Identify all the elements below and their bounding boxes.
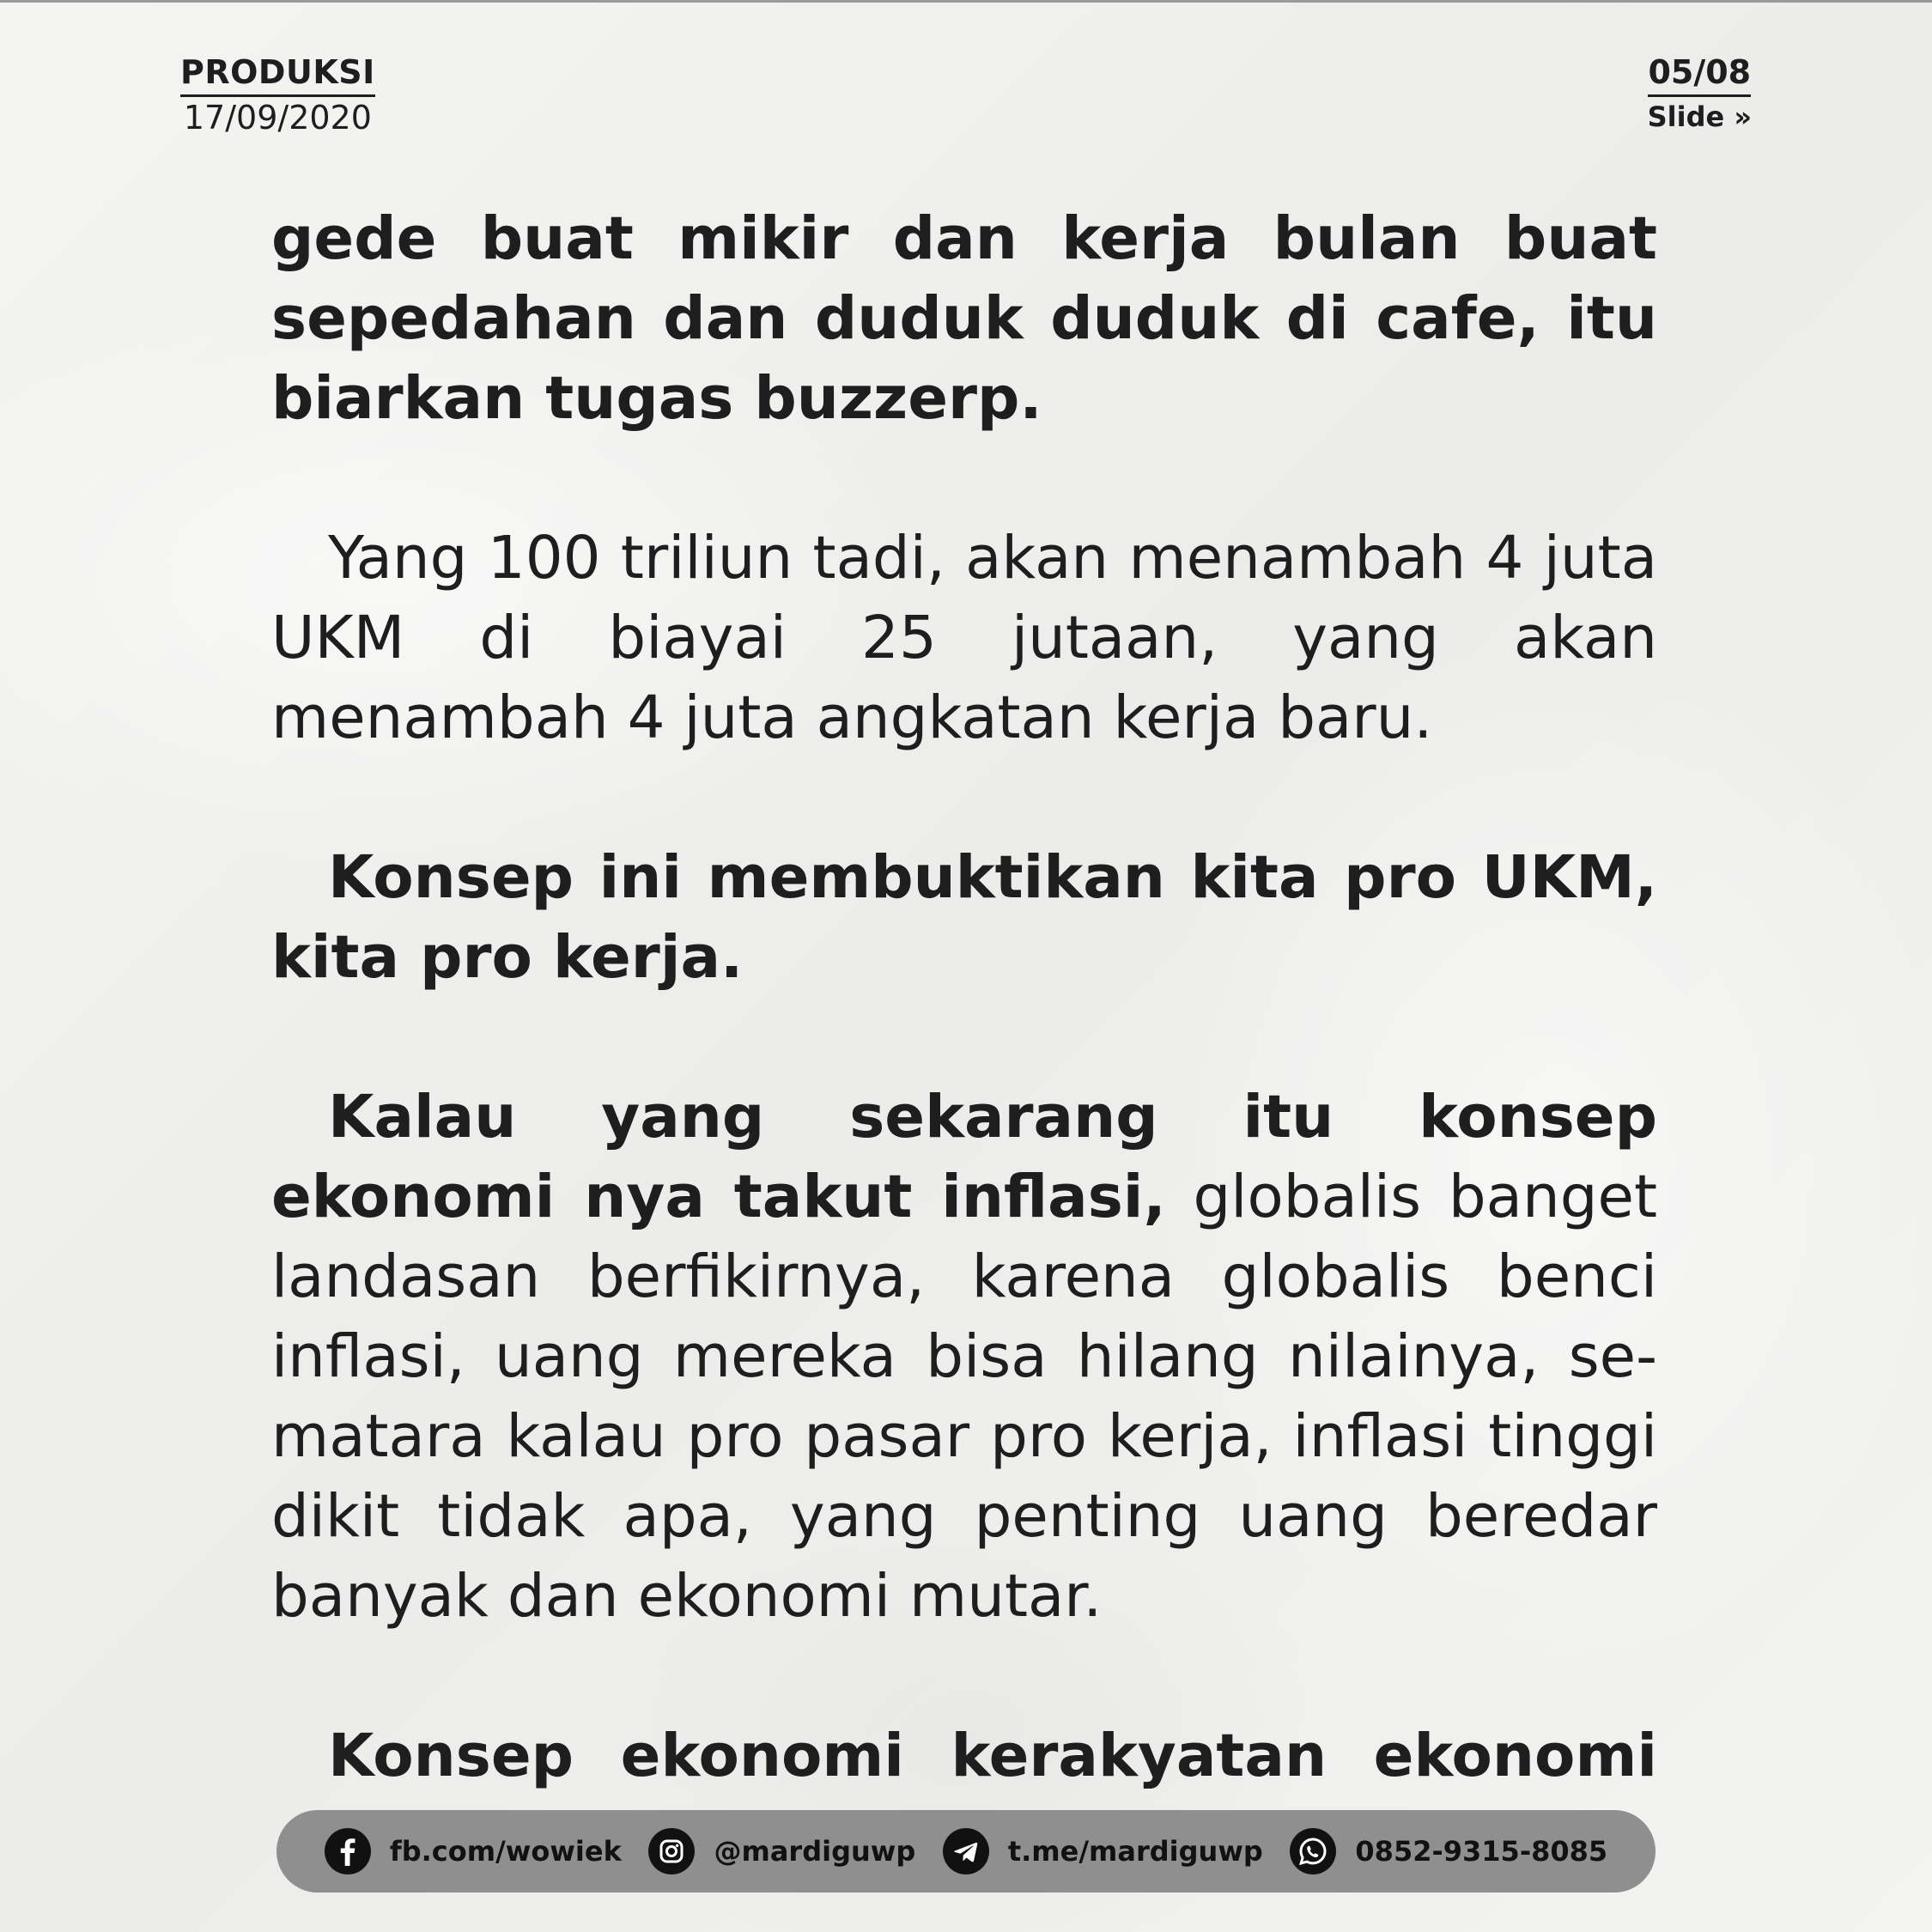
header-page-block [1648,53,1752,133]
contact-facebook[interactable] [325,1828,622,1874]
paragraph-3: Konsep ini membuktikan kita pro UKM, kita pro kerja. [271,843,1657,992]
top-border [0,0,1932,3]
contact-whatsapp[interactable] [1290,1828,1607,1874]
category-label: PRODUKSI [180,53,375,97]
contact-bar [276,1810,1656,1893]
article-body [271,199,1657,1876]
paragraph-1: gede buat mikir dan kerja bulan buat sepedahan dan duduk duduk di cafe, itu biarkan tugas buzzerp. [271,204,1657,433]
contact-instagram[interactable] [648,1828,915,1874]
facebook-label: fb.com/wowiek [389,1835,622,1868]
header-category-block [180,53,375,137]
telegram-label: t.me/mardiguwp [1007,1835,1263,1868]
page-indicator: 05/08 [1648,53,1751,97]
instagram-icon [648,1828,695,1874]
paragraph-4-bold: Kalau yang sekarang itu konsep ekonomi nya takut inflasi, [271,1083,1657,1231]
paragraph-4-rest: globalis banget landasan berfikirnya, karena globalis benci inflasi, uang mereka bisa hilang nilainya, se-matara kalau pro pasar pro kerja, inflasi tinggi dikit tidak apa, yang penting uang beredar banyak dan ekonomi mutar. [271,1163,1657,1631]
paragraph-4 [271,1078,1657,1637]
contact-telegram[interactable] [943,1828,1263,1874]
post-date: 17/09/2020 [183,99,372,137]
slide-next-label: Slide » [1647,100,1752,133]
instagram-label: @mardiguwp [714,1835,916,1868]
telegram-icon [943,1828,989,1874]
paragraph-2: Yang 100 triliun tadi, akan menambah 4 juta UKM di biayai 25 jutaan, yang akan menambah 4 juta angkatan kerja baru. [271,524,1657,752]
whatsapp-label: 0852-9315-8085 [1355,1835,1608,1868]
facebook-icon [325,1828,371,1874]
whatsapp-icon [1290,1828,1336,1874]
paragraph-5: Konsep ekonomi kerakyatan ekonomi [328,1722,1657,1790]
